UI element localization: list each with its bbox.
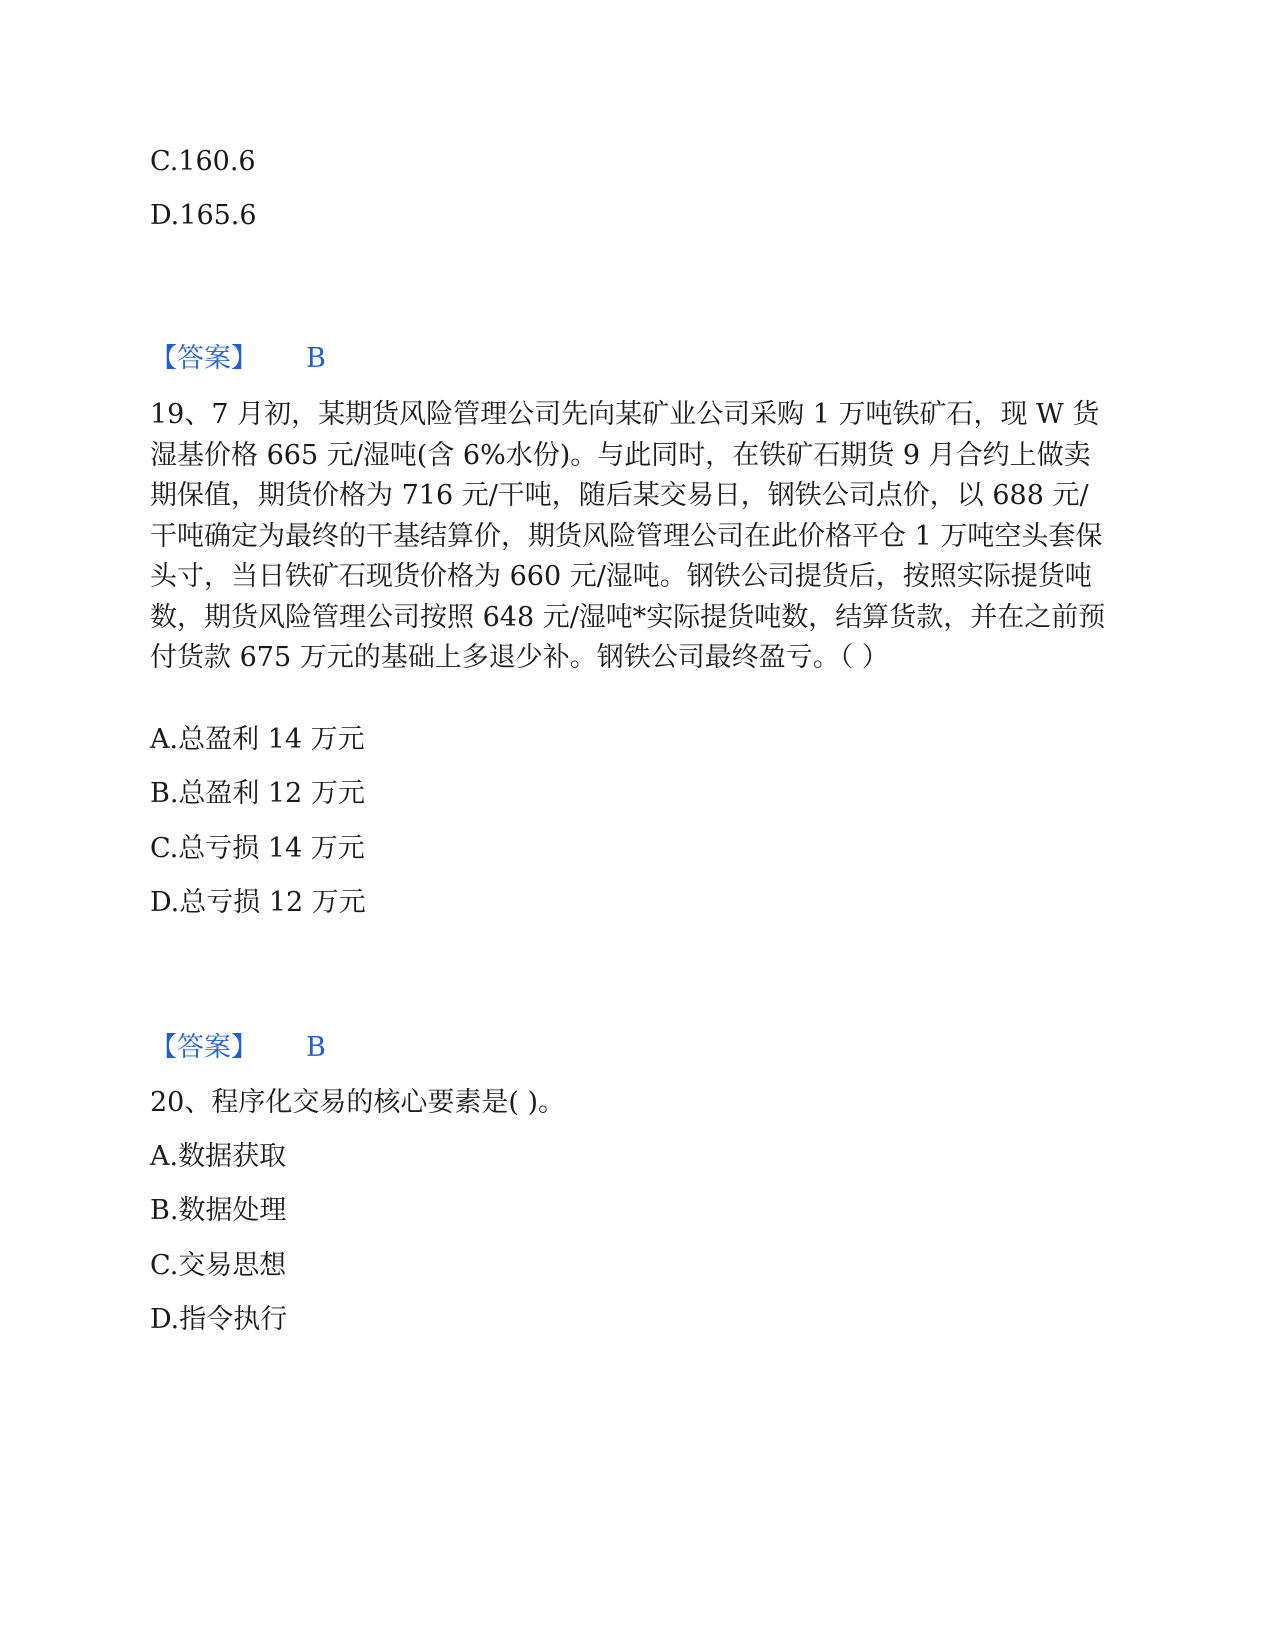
answer-19 [150, 1029, 326, 1067]
prev-option-d: D.165.6 [150, 200, 257, 231]
q19-option-b: B.总盈利 12 万元 [150, 778, 365, 809]
q19-option-c: C.总亏损 14 万元 [150, 833, 365, 864]
q20-option-a: A.数据获取 [150, 1141, 287, 1172]
question-20-text: 20、程序化交易的核心要素是( )。 [150, 1087, 566, 1118]
answer-18 [150, 340, 326, 378]
answer-value: B [306, 343, 326, 374]
answer-tag: 【答案】 [150, 343, 258, 374]
answer-value: B [306, 1032, 326, 1063]
q20-option-c: C.交易思想 [150, 1250, 287, 1281]
question-19-text: 19、7 月初，某期货风险管理公司先向某矿业公司采购 1 万吨铁矿石，现 W 货湿基价格 665 元/湿吨(含 6%水份)。与此同时，在铁矿石期货 9 月合约上做卖期保值，期货价格为 716 元/干吨，随后某交易日，钢铁公司点价，以 688 元/干吨确定为最终的干基结算价，期货风险管理公司在此价格平仓 1 万吨空头套保头寸，当日铁矿石现货价格为 660 元/湿吨。钢铁公司提货后，按照实际提货吨数，期货风险管理公司按照 648 元/湿吨*实际提货吨数，结算货款，并在之前预付货款 675 万元的基础上多退少补。钢铁公司最终盈亏。（ ） [150, 399, 1106, 673]
q19-option-d: D.总亏损 12 万元 [150, 887, 366, 918]
q19-option-a: A.总盈利 14 万元 [150, 724, 365, 755]
answer-tag: 【答案】 [150, 1032, 258, 1063]
q20-option-b: B.数据处理 [150, 1195, 287, 1226]
q20-option-d: D.指令执行 [150, 1304, 288, 1335]
prev-option-c: C.160.6 [150, 146, 256, 177]
